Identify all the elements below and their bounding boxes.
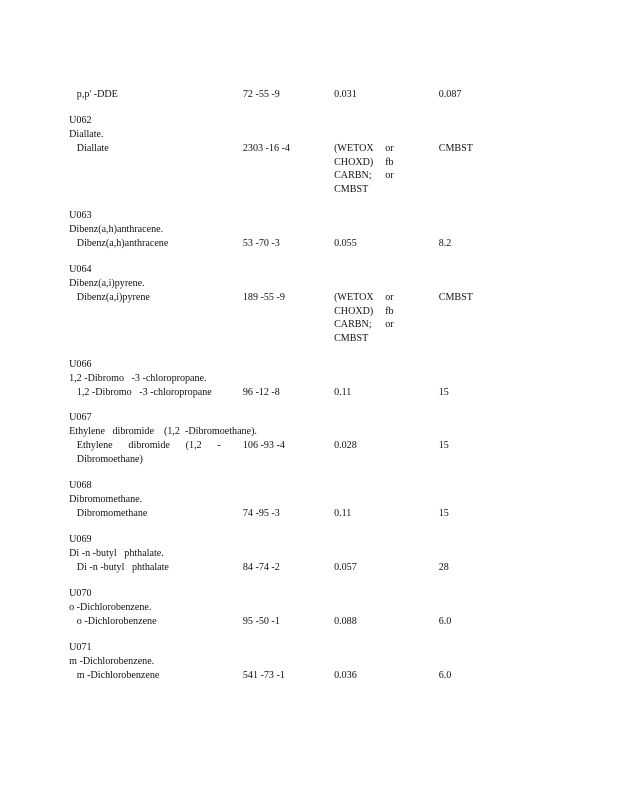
waste-code: U062	[69, 115, 92, 126]
cas-number: 72 -55 -9	[242, 89, 280, 100]
cas-number: 541 -73 -1	[242, 670, 285, 681]
constituent-name: Di -n -butyl phthalate	[76, 562, 169, 573]
nonwastewater-standard: 15	[438, 387, 449, 398]
waste-description: Dibenz(a,i)pyrene.	[69, 278, 145, 289]
waste-description: Dibenz(a,h)anthracene.	[69, 224, 164, 235]
waste-code: U063	[69, 210, 92, 221]
waste-description: 1,2 -Dibromo -3 -chloropropane.	[69, 373, 207, 384]
waste-description: Di -n -butyl phthalate.	[69, 548, 164, 559]
constituent-name: p,p' -DDE	[76, 89, 118, 100]
nonwastewater-standard: 6.0	[438, 616, 452, 627]
nonwastewater-standard: CMBST	[438, 143, 473, 154]
wastewater-standard: 0.11	[334, 387, 352, 398]
waste-code: U066	[69, 359, 92, 370]
waste-description: Ethylene dibromide (1,2 -Dibromoethane).	[69, 426, 257, 437]
constituent-name: Ethylene dibromide (1,2 - Dibromoethane)	[76, 440, 221, 465]
constituent-name: Dibenz(a,h)anthracene	[76, 238, 169, 249]
waste-code: U067	[69, 412, 92, 423]
wastewater-standard: 0.028	[334, 440, 357, 451]
wastewater-standard: 0.057	[334, 562, 357, 573]
cas-number: 53 -70 -3	[242, 238, 280, 249]
waste-description: o -Dichlorobenzene.	[69, 602, 152, 613]
waste-code: U071	[69, 642, 92, 653]
nonwastewater-standard: 15	[438, 440, 449, 451]
nonwastewater-standard: CMBST	[438, 292, 473, 303]
nonwastewater-standard: 0.087	[438, 89, 462, 100]
constituent-name: o -Dichlorobenzene	[76, 616, 157, 627]
cas-number: 96 -12 -8	[242, 387, 280, 398]
nonwastewater-standard: 15	[438, 508, 449, 519]
wastewater-standard: (WETOX or CHOXD) fb CARBN; or CMBST	[334, 292, 394, 344]
constituent-name: Dibenz(a,i)pyrene	[76, 292, 150, 303]
cas-number: 189 -55 -9	[242, 292, 285, 303]
wastewater-standard: 0.11	[334, 508, 352, 519]
constituent-name: Diallate	[76, 143, 109, 154]
cas-number: 95 -50 -1	[242, 616, 280, 627]
constituent-name: Dibromomethane	[76, 508, 148, 519]
waste-description: Dibromomethane.	[69, 494, 143, 505]
nonwastewater-standard: 6.0	[438, 670, 452, 681]
cas-number: 84 -74 -2	[242, 562, 280, 573]
cas-number: 74 -95 -3	[242, 508, 280, 519]
cas-number: 2303 -16 -4	[242, 143, 290, 154]
wastewater-standard: 0.036	[334, 670, 357, 681]
waste-code: U069	[69, 534, 92, 545]
nonwastewater-standard: 8.2	[438, 238, 452, 249]
waste-code: U070	[69, 588, 92, 599]
constituent-name: m -Dichlorobenzene	[76, 670, 160, 681]
wastewater-standard: 0.088	[334, 616, 357, 627]
cas-number: 106 -93 -4	[242, 440, 285, 451]
wastewater-standard: 0.055	[334, 238, 357, 249]
wastewater-standard: 0.031	[334, 89, 357, 100]
constituent-name: 1,2 -Dibromo -3 -chloropropane	[76, 387, 212, 398]
nonwastewater-standard: 28	[438, 562, 449, 573]
wastewater-standard: (WETOX or CHOXD) fb CARBN; or CMBST	[334, 143, 394, 195]
waste-description: Diallate.	[69, 129, 104, 140]
waste-code: U068	[69, 480, 92, 491]
waste-code: U064	[69, 264, 92, 275]
waste-description: m -Dichlorobenzene.	[69, 656, 155, 667]
